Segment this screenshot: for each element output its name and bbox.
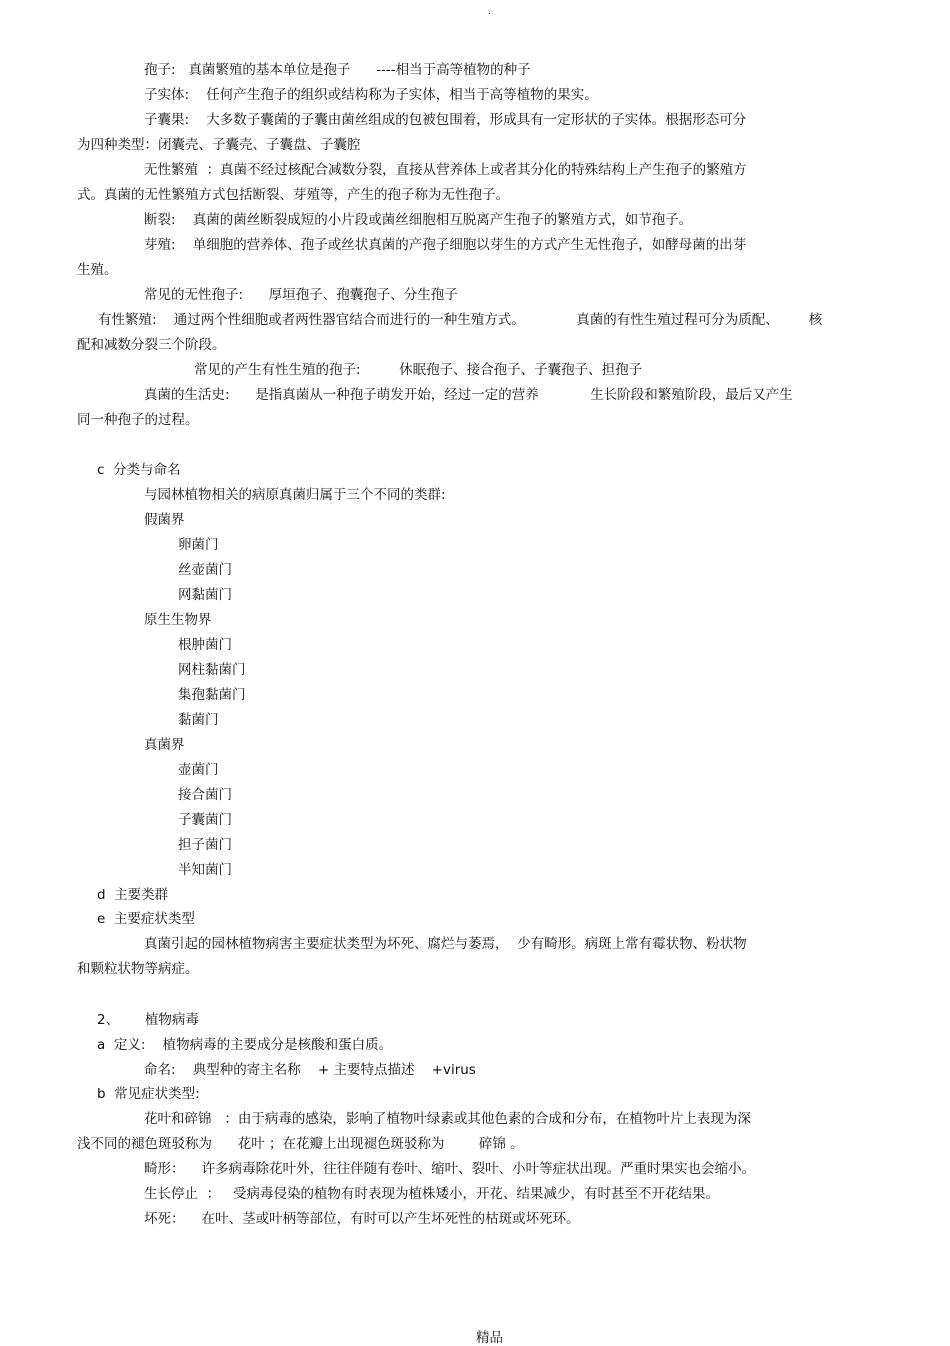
phylum-item: 壶菌门 xyxy=(178,762,219,778)
mosaic-line-2: 浅不同的褪色斑驳称为 花叶 ；在花瓣上出现褪色斑驳称为 碎锦 。 xyxy=(77,1136,524,1152)
virus-definition: a 定义: 植物病毒的主要成分是核酸和蛋白质。 xyxy=(97,1037,393,1053)
kingdom-label: 假菌界 xyxy=(144,512,185,528)
ascocarp-line-2: 为四种类型：闭囊壳、子囊壳、子囊盘、子囊腔 xyxy=(77,137,361,153)
phylum-item: 卵菌门 xyxy=(178,537,219,553)
asexual-line-2: 式。真菌的无性繁殖方式包括断裂、芽殖等，产生的孢子称为无性孢子。 xyxy=(77,187,509,203)
lifecycle-line-2: 同一种孢子的过程。 xyxy=(77,412,199,428)
sexual-line-1: 有性繁殖: 通过两个性细胞或者两性器官结合而进行的一种生殖方式。 真菌的有性生殖过程可分为质配、 核 xyxy=(98,312,823,328)
spore-line: 孢子: 真菌繁殖的基本单位是孢子 ----相当于高等植物的种子 xyxy=(144,62,531,78)
kingdom-label: 真菌界 xyxy=(144,737,185,753)
phylum-item: 网黏菌门 xyxy=(178,587,232,603)
phylum-item: 子囊菌门 xyxy=(178,812,232,828)
budding-line-1: 芽殖: 单细胞的营养体、孢子或丝状真菌的产孢子细胞以芽生的方式产生无性孢子，如酵母菌的出芽 xyxy=(144,237,747,253)
phylum-item: 丝壶菌门 xyxy=(178,562,232,578)
deformity-line: 畸形： 许多病毒除花叶外，往往伴随有卷叶、缩叶、裂叶、小叶等症状出现。严重时果实也会缩小。 xyxy=(144,1161,756,1177)
necrosis-line: 坏死： 在叶、茎或叶柄等部位，有时可以产生坏死性的枯斑或坏死环。 xyxy=(144,1211,580,1227)
mosaic-line-1: 花叶和碎锦 ：由于病毒的感染，影响了植物叶绿素或其他色素的合成和分布，在植物叶片上表现为深 xyxy=(144,1111,751,1127)
fungal-symptom-line-2: 和颗粒状物等病症。 xyxy=(77,961,199,977)
fungal-symptom-line-1: 真菌引起的园林植物病害主要症状类型为坏死、腐烂与萎焉， 少有畸形。病斑上常有霉状物、粉状物 xyxy=(144,936,747,952)
asexual-line-1: 无性繁殖 ：真菌不经过核配合减数分裂，直接从营养体上或者其分化的特殊结构上产生孢子的繁殖方 xyxy=(144,162,747,178)
sexual-line-2: 配和减数分裂三个阶段。 xyxy=(77,337,226,353)
phylum-item: 集孢黏菌门 xyxy=(178,687,246,703)
common-asexual-line: 常见的无性孢子: 厚垣孢子、孢囊孢子、分生孢子 xyxy=(144,287,458,303)
classification-heading: c 分类与命名 xyxy=(97,462,181,478)
virus-heading: 2、 植物病毒 xyxy=(97,1012,199,1028)
phylum-item: 网柱黏菌门 xyxy=(178,662,246,678)
ascocarp-line-1: 子囊果: 大多数子囊菌的子囊由菌丝组成的包被包围着，形成具有一定形状的子实体。根据形态可分 xyxy=(144,112,747,128)
fruiting-body-line: 子实体: 任何产生孢子的组织或结构称为子实体，相当于高等植物的果实。 xyxy=(144,87,598,103)
budding-line-2: 生殖。 xyxy=(77,262,118,278)
common-sexual-line: 常见的产生有性生殖的孢子: 休眠孢子、接合孢子、子囊孢子、担孢子 xyxy=(194,362,643,378)
footer-label: 精品 xyxy=(476,1330,503,1346)
phylum-item: 黏菌门 xyxy=(178,712,219,728)
phylum-item: 根肿菌门 xyxy=(178,637,232,653)
virus-symptom-heading: b 常见症状类型: xyxy=(97,1086,200,1102)
symptom-types-heading: e 主要症状类型 xyxy=(97,911,195,927)
stunting-line: 生长停止 ： 受病毒侵染的植物有时表现为植株矮小，开花、结果减少，有时甚至不开花结果。 xyxy=(144,1186,719,1202)
phylum-item: 半知菌门 xyxy=(178,862,232,878)
classification-intro: 与园林植物相关的病原真菌归属于三个不同的类群: xyxy=(144,487,446,503)
fragmentation-line: 断裂: 真菌的菌丝断裂成短的小片段或菌丝细胞相互脱离产生孢子的繁殖方式，如节孢子。 xyxy=(144,212,693,228)
kingdom-label: 原生生物界 xyxy=(144,612,212,628)
lifecycle-line-1: 真菌的生活史: 是指真菌从一种孢子萌发开始，经过一定的营养 生长阶段和繁殖阶段，最后又产生 xyxy=(144,387,793,403)
virus-naming: 命名: 典型种的寄主名称 + 主要特点描述 +virus xyxy=(144,1062,476,1078)
header-dot: . xyxy=(488,6,492,17)
phylum-item: 接合菌门 xyxy=(178,787,232,803)
main-groups-heading: d 主要类群 xyxy=(97,887,169,903)
phylum-item: 担子菌门 xyxy=(178,837,232,853)
